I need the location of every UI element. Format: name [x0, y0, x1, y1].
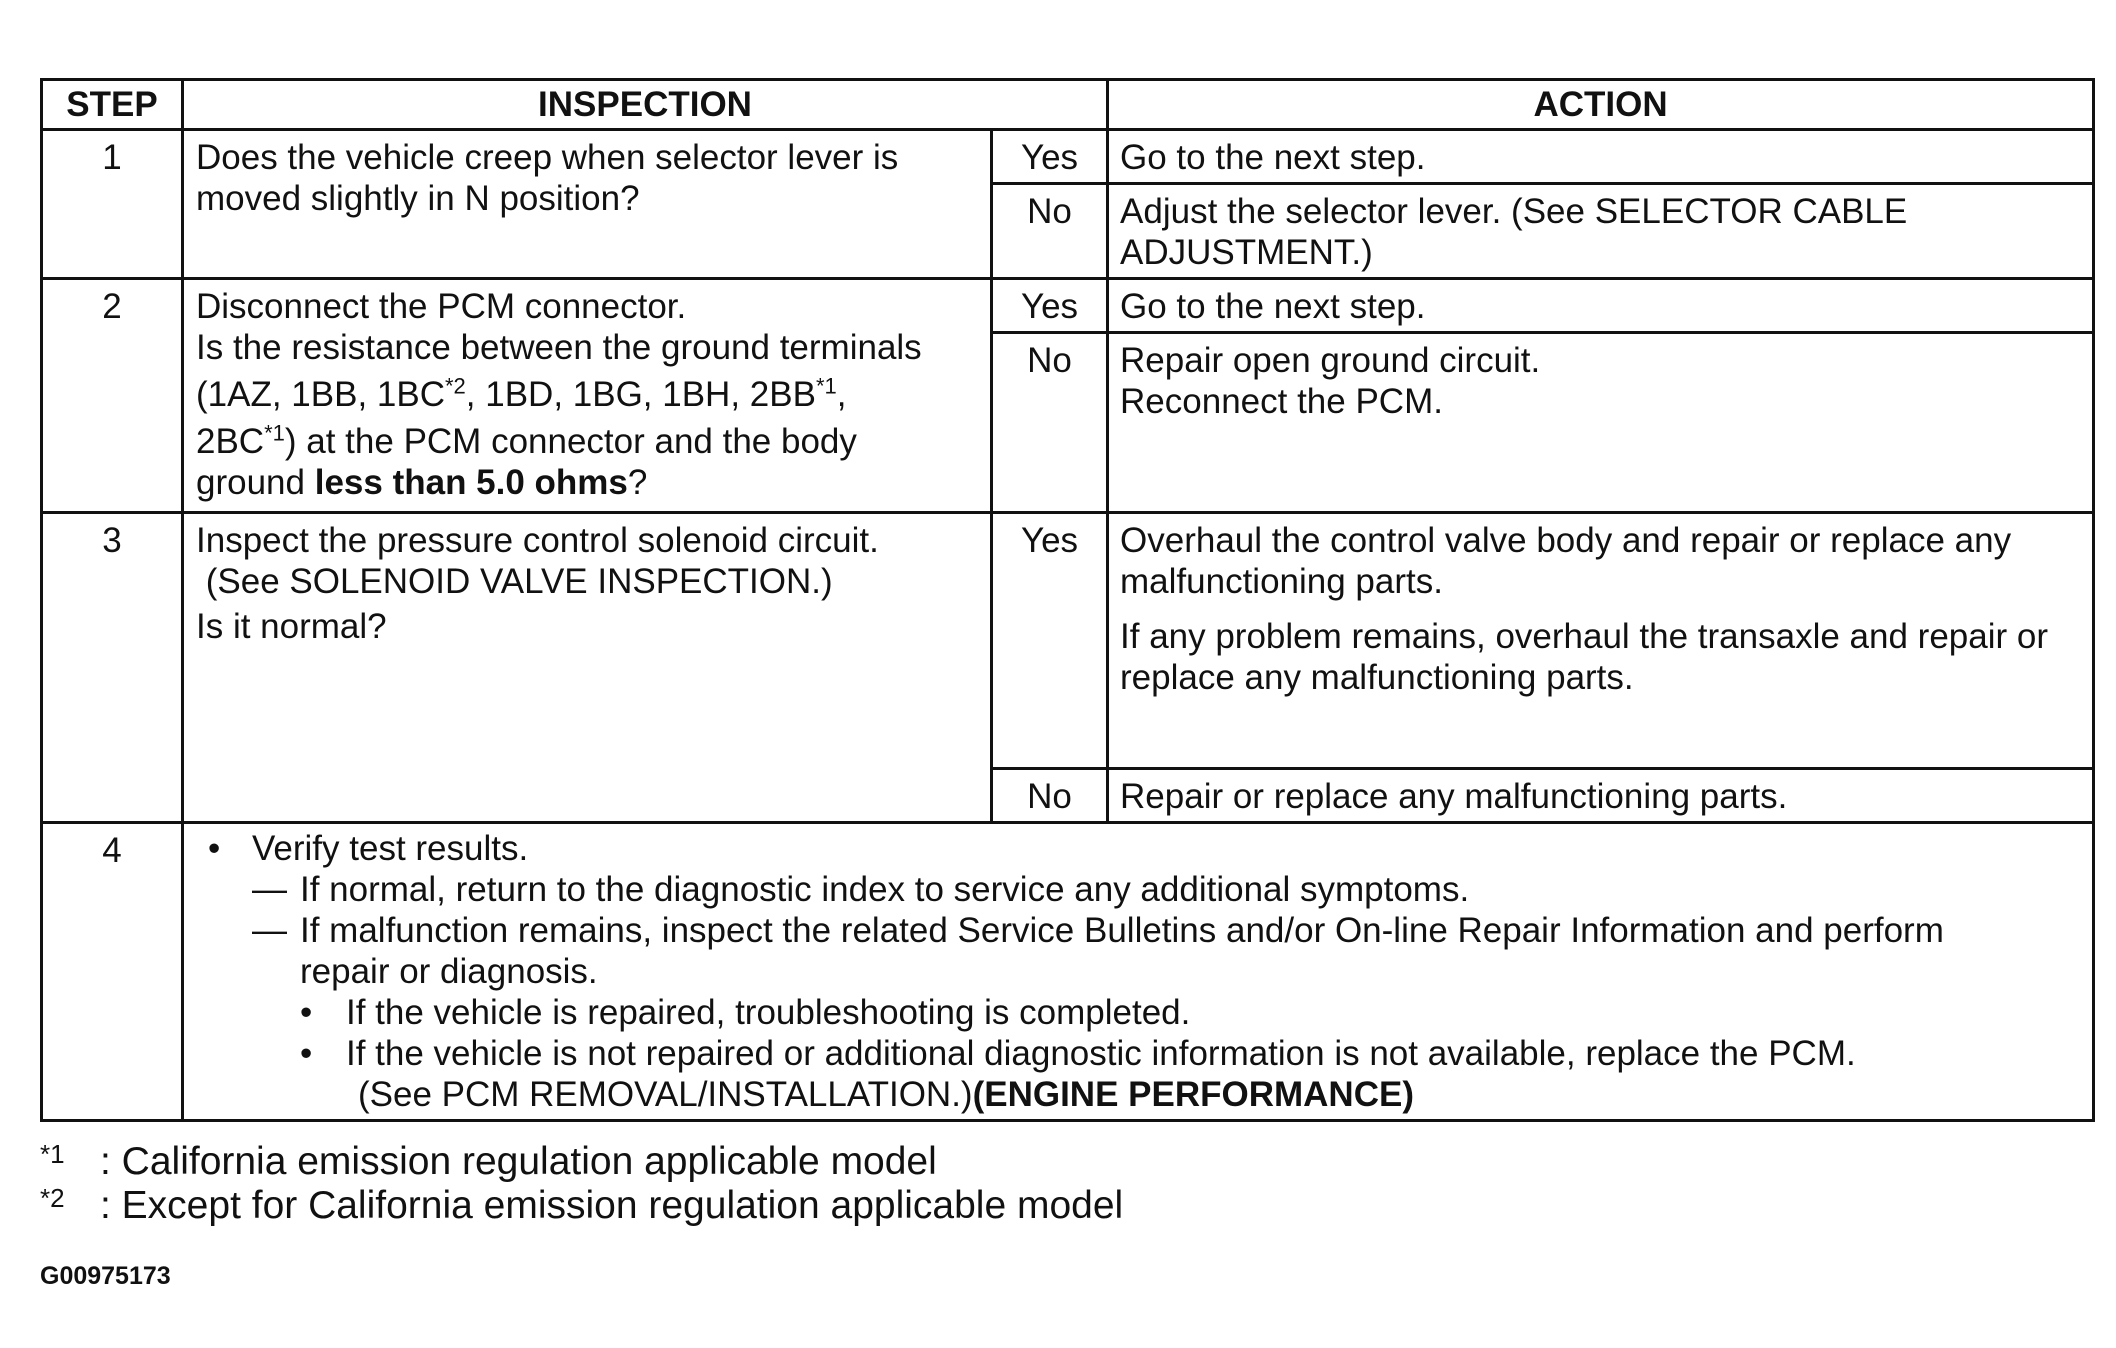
no-label: No: [992, 184, 1108, 279]
yes-label: Yes: [992, 279, 1108, 333]
header-action: ACTION: [1108, 80, 2094, 130]
engine-performance-ref: (ENGINE PERFORMANCE): [972, 1075, 1414, 1114]
diagnostic-table: [40, 78, 2095, 1122]
inspection-cell: Inspect the pressure control solenoid circuit. (See SOLENOID VALVE INSPECTION.) Is it normal?: [183, 513, 992, 823]
step-number: 2: [42, 279, 183, 513]
yes-action: Overhaul the control valve body and repair or replace any malfunctioning parts. If any problem remains, overhaul the transaxle and repair or replace any malfunctioning parts.: [1108, 513, 2094, 769]
no-action: Repair open ground circuit. Reconnect the PCM.: [1108, 333, 2094, 513]
table-header-row: [42, 80, 2094, 130]
step-number: 4: [42, 823, 183, 1121]
table-row: [42, 130, 2094, 184]
table-row: [42, 513, 2094, 769]
no-action: Repair or replace any malfunctioning parts.: [1108, 769, 2094, 823]
footnote-1: *1 : California emission regulation applicable model: [40, 1139, 937, 1183]
figure-id: G00975173: [40, 1262, 171, 1290]
footnote-2: *2 : Except for California emission regulation applicable model: [40, 1183, 1124, 1227]
step-number: 1: [42, 130, 183, 279]
step-number: 3: [42, 513, 183, 823]
header-inspection: INSPECTION: [183, 80, 1108, 130]
header-step: STEP: [42, 80, 183, 130]
table-row: [42, 823, 2094, 1121]
resistance-threshold: less than 5.0 ohms: [314, 463, 628, 502]
yes-action: Go to the next step.: [1108, 130, 2094, 184]
verify-cell: • Verify test results. — If normal, return to the diagnostic index to service any additional symptoms. — If malfunction remains, inspect the related Service Bulletins and/or On-line Repair Information and perform repair or diagnosis. • If the vehicle is repaired, troubleshooting is completed. • If the vehicle is not repaired or additional diagnostic information is not available, replace the PCM. (See PCM REMOVAL/INSTALLATION.)(ENGINE PERFORMANCE): [183, 823, 2094, 1121]
yes-label: Yes: [992, 513, 1108, 769]
inspection-cell: Does the vehicle creep when selector lever is moved slightly in N position?: [183, 130, 992, 279]
table-row: [42, 279, 2094, 333]
yes-label: Yes: [992, 130, 1108, 184]
inspection-cell: Disconnect the PCM connector. Is the resistance between the ground terminals (1AZ, 1BB, 1BC$^{*2}$, 1BD, 1BG, 1BH, 2BB$^{*1}$, 2BC$^{*1}$) at the PCM connector and the body ground less than 5.0 ohms?: [183, 279, 992, 513]
no-action: Adjust the selector lever. (See SELECTOR CABLE ADJUSTMENT.): [1108, 184, 2094, 279]
yes-action: Go to the next step.: [1108, 279, 2094, 333]
no-label: No: [992, 333, 1108, 513]
no-label: No: [992, 769, 1108, 823]
